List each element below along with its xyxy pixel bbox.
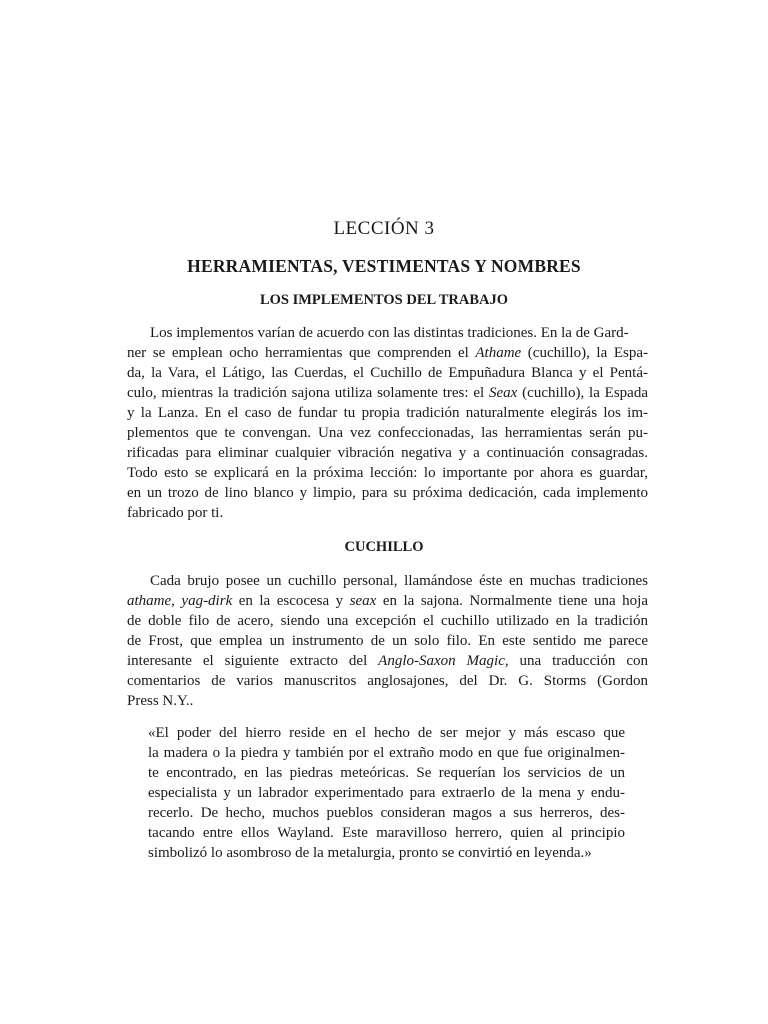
text-line: rificadas para eliminar cualquier vibración negativa y a continuación consagradas. — [127, 445, 648, 461]
text-line: fabricado por ti. — [127, 505, 224, 521]
text-line: athame, yag-dirk en la escocesa y seax en la sajona. Normalmente tiene una hoja — [127, 593, 648, 609]
text-line: Cada brujo posee un cuchillo personal, llamándose éste en muchas tradiciones — [150, 573, 648, 589]
text-line: plementos que te convengan. Una vez confeccionadas, las herramientas serán pu- — [127, 425, 648, 441]
text-line: comentarios de varios manuscritos anglosajones, del Dr. G. Storms (Gordon — [127, 673, 648, 689]
quote-line: «El poder del hierro reside en el hecho de ser mejor y más escaso que — [148, 725, 625, 741]
quote-line: tacando entre ellos Wayland. Este maravilloso herrero, quien al principio — [148, 825, 625, 841]
text-line: Press N.Y.. — [127, 693, 194, 709]
text-line: da, la Vara, el Látigo, las Cuerdas, el Cuchillo de Empuñadura Blanca y el Pentá- — [127, 365, 648, 381]
section-heading-implementos: LOS IMPLEMENTOS DEL TRABAJO — [259, 292, 509, 308]
text-line: Todo esto se explicará en la próxima lección: lo importante por ahora es guardar, — [127, 465, 648, 481]
section-heading-cuchillo: CUCHILLO — [344, 539, 424, 555]
quote-line: especialista y un labrador experimentado para extraerlo de la mena y endu- — [148, 785, 625, 801]
quote-line: te encontrado, en las piedras meteóricas. Se requerían los servicios de un — [148, 765, 625, 781]
quote-line: recerlo. De hecho, muchos pueblos consideran magos a sus herreros, des- — [148, 805, 625, 821]
text-line: de Frost, que emplea un instrumento de un solo filo. En este sentido me parece — [127, 633, 648, 649]
text-line: en un trozo de lino blanco y limpio, para su próxima dedicación, cada implemento — [127, 485, 648, 501]
text-line: y la Lanza. En el caso de fundar tu propia tradición naturalmente elegirás los im- — [127, 405, 648, 421]
text-line: Los implementos varían de acuerdo con las distintas tradiciones. En la de Gard- — [150, 325, 629, 341]
text-line: ner se emplean ocho herramientas que comprenden el Athame (cuchillo), la Espa- — [127, 345, 648, 361]
lesson-label: LECCIÓN 3 — [333, 218, 435, 239]
text-line: de doble filo de acero, siendo una excepción el cuchillo utilizado en la tradición — [127, 613, 648, 629]
quote-line: la madera o la piedra y también por el extraño modo en que fue originalmen- — [148, 745, 625, 761]
text-line: culo, mientras la tradición sajona utiliza solamente tres: el Seax (cuchillo), la Espada — [127, 385, 648, 401]
chapter-title: HERRAMIENTAS, VESTIMENTAS Y NOMBRES — [187, 256, 581, 276]
quote-line: simbolizó lo asombroso de la metalurgia, pronto se convirtió en leyenda.» — [148, 845, 592, 861]
text-line: interesante el siguiente extracto del Anglo-Saxon Magic, una traducción con — [127, 653, 648, 669]
